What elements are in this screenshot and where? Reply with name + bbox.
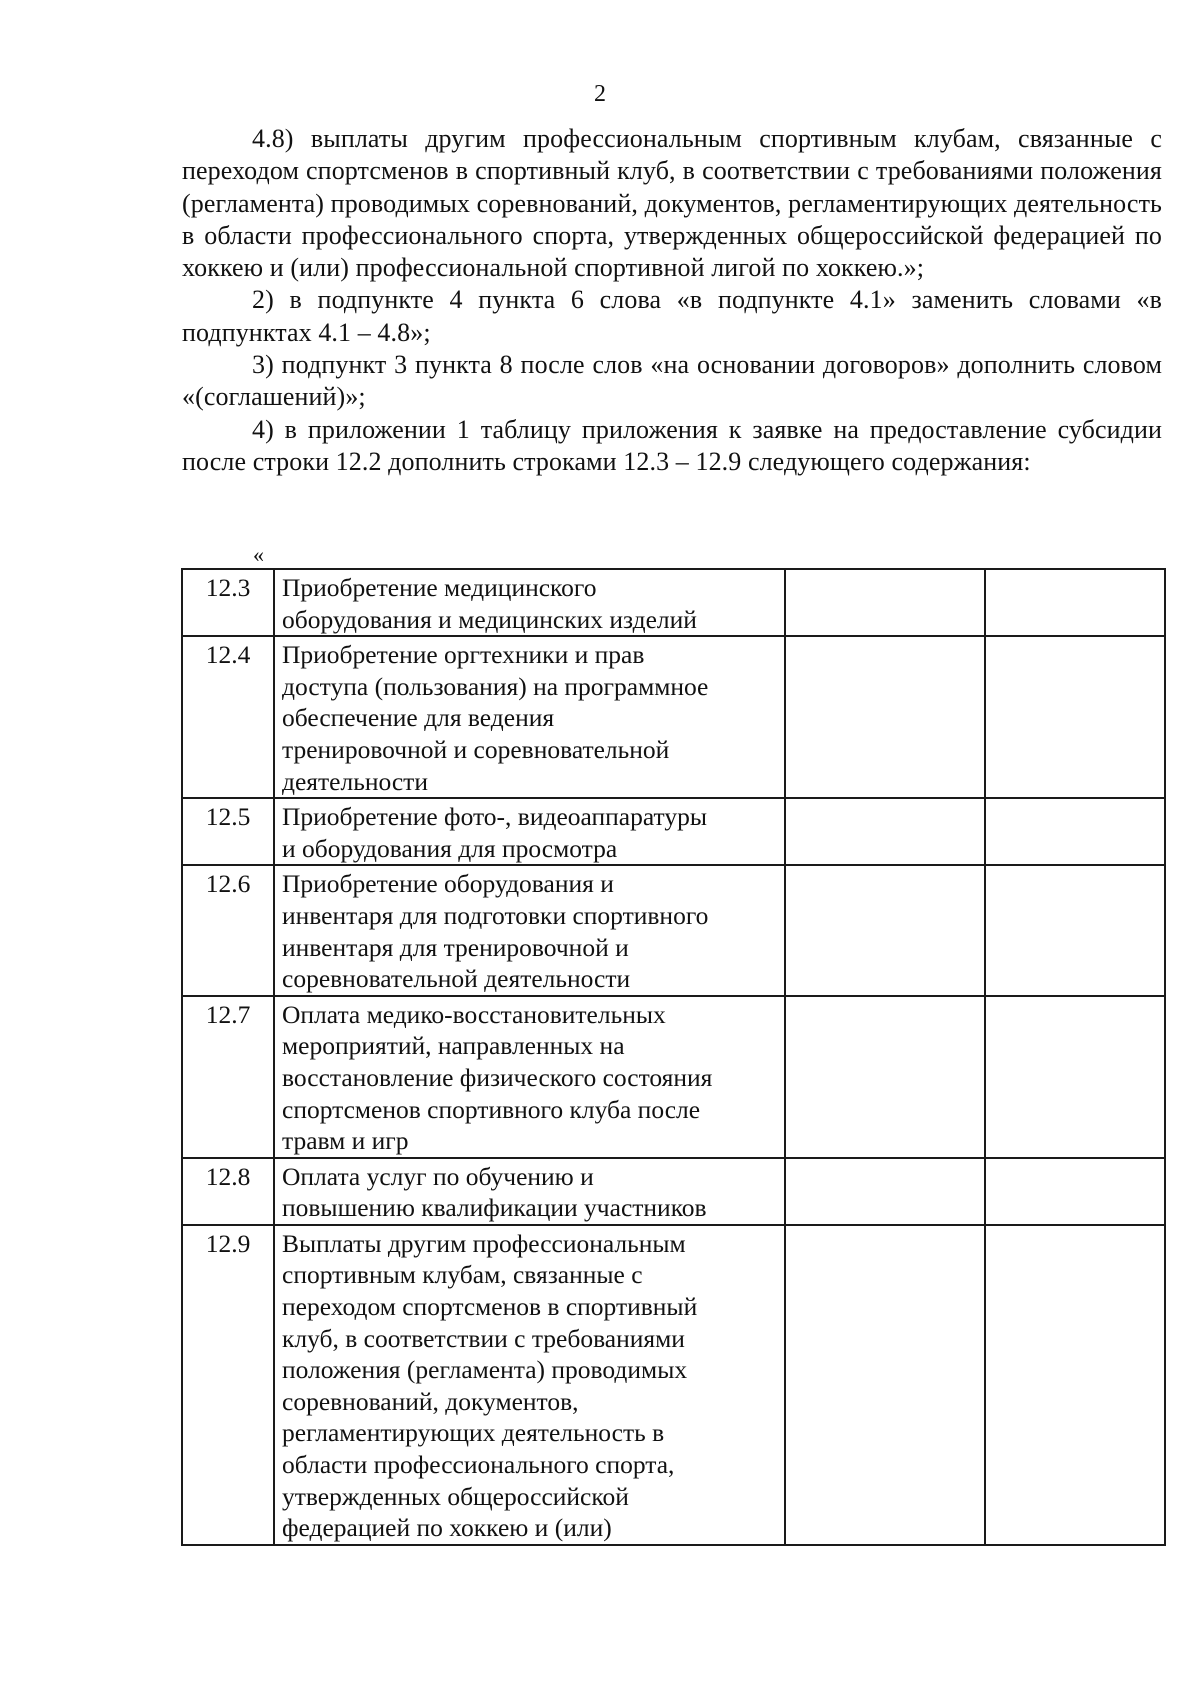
description-line: инвентаря для подготовки спортивного <box>282 900 709 930</box>
row-description-cell <box>274 1158 785 1225</box>
empty-cell <box>785 1225 985 1545</box>
description-line: деятельности <box>282 766 428 796</box>
description-line: оборудования и медицинских изделий <box>282 604 697 634</box>
empty-cell <box>985 865 1165 995</box>
table-row <box>182 996 1165 1158</box>
paragraph-item-4: 4) в приложении 1 таблицу приложения к заявке на предоставление субсидии после строки 12.2 дополнить строками 12.3 – 12.9 следующего содержания: <box>182 414 1162 476</box>
row-number-cell: 12.3 <box>182 569 274 636</box>
body-text <box>182 123 1162 478</box>
description-line: переходом спортсменов в спортивный <box>282 1292 698 1322</box>
description-line: Оплата услуг по обучению и <box>282 1161 594 1191</box>
description-line: обеспечение для ведения <box>282 703 555 733</box>
row-number-cell: 12.7 <box>182 996 274 1158</box>
row-description-cell <box>274 865 785 995</box>
description-line: спортивным клубам, связанные с <box>282 1260 643 1290</box>
row-description-cell <box>274 569 785 636</box>
description-line: клуб, в соответствии с требованиями <box>282 1323 685 1353</box>
empty-cell <box>785 569 985 636</box>
description-line: Оплата медико-восстановительных <box>282 999 666 1029</box>
row-number-cell: 12.6 <box>182 865 274 995</box>
row-number-cell: 12.4 <box>182 636 274 798</box>
table-row <box>182 636 1165 798</box>
table-row <box>182 1158 1165 1225</box>
description-line: соревновательной деятельности <box>282 964 631 994</box>
description-line: мероприятий, направленных на <box>282 1031 625 1061</box>
table-row <box>182 569 1165 636</box>
empty-cell <box>985 636 1165 798</box>
empty-cell <box>985 798 1165 865</box>
page-number: 2 <box>594 81 606 107</box>
description-line: доступа (пользования) на программное <box>282 671 709 701</box>
row-number-cell: 12.9 <box>182 1225 274 1545</box>
table-row <box>182 798 1165 865</box>
description-line: Приобретение медицинского <box>282 573 597 602</box>
description-line: Приобретение фото-, видеоаппаратуры <box>282 802 707 832</box>
empty-cell <box>985 996 1165 1158</box>
description-line: инвентаря для тренировочной и <box>282 932 629 962</box>
paragraph-4-8: 4.8) выплаты другим профессиональным спортивным клубам, связанные с переходом спортсменов в спортивный клуб, в соответствии с требованиями положения (регламента) проводимых соревнований, документов, регламентирующих деятельность в области профессионального спорта, утвержденных общероссийской федерацией по хоккею и (или) профессиональной спортивной лигой по хоккею.»; <box>182 124 1162 283</box>
row-description-cell <box>274 636 785 798</box>
description-line: соревнований, документов, <box>282 1386 579 1416</box>
description-line: повышению квалификации участников <box>282 1193 707 1223</box>
appendix-table <box>181 568 1166 1546</box>
row-description-cell <box>274 996 785 1158</box>
table-body <box>182 569 1165 1545</box>
empty-cell <box>985 1158 1165 1225</box>
empty-cell <box>785 996 985 1158</box>
description-line: Выплаты другим профессиональным <box>282 1228 686 1258</box>
description-line: Приобретение оборудования и <box>282 869 614 899</box>
empty-cell <box>785 636 985 798</box>
description-line: восстановление физического состояния <box>282 1062 713 1092</box>
description-line: и оборудования для просмотра <box>282 833 618 863</box>
empty-cell <box>785 798 985 865</box>
row-number-cell: 12.8 <box>182 1158 274 1225</box>
description-line: утвержденных общероссийской <box>282 1481 629 1511</box>
paragraph-item-3: 3) подпункт 3 пункта 8 после слов «на основании договоров» дополнить словом «(соглашений)»; <box>182 350 1162 412</box>
empty-cell <box>785 1158 985 1225</box>
description-line: Приобретение оргтехники и прав <box>282 640 645 670</box>
row-description-cell <box>274 798 785 865</box>
table-row <box>182 865 1165 995</box>
row-number-cell: 12.5 <box>182 798 274 865</box>
empty-cell <box>785 865 985 995</box>
description-line: регламентирующих деятельность в <box>282 1418 665 1448</box>
empty-cell <box>985 569 1165 636</box>
opening-quote-mark: « <box>253 542 264 567</box>
description-line: спортсменов спортивного клуба после <box>282 1094 701 1124</box>
description-line: положения (регламента) проводимых <box>282 1355 688 1385</box>
description-line: федерацией по хоккею и (или) <box>282 1513 612 1543</box>
table-row <box>182 1225 1165 1545</box>
description-line: области профессионального спорта, <box>282 1450 675 1480</box>
row-description-cell <box>274 1225 785 1545</box>
paragraph-item-2: 2) в подпункте 4 пункта 6 слова «в подпункте 4.1» заменить словами «в подпунктах 4.1 – 4.8»; <box>182 285 1162 347</box>
description-line: травм и игр <box>282 1126 409 1156</box>
description-line: тренировочной и соревновательной <box>282 734 670 764</box>
rows-table <box>181 568 1166 1546</box>
empty-cell <box>985 1225 1165 1545</box>
